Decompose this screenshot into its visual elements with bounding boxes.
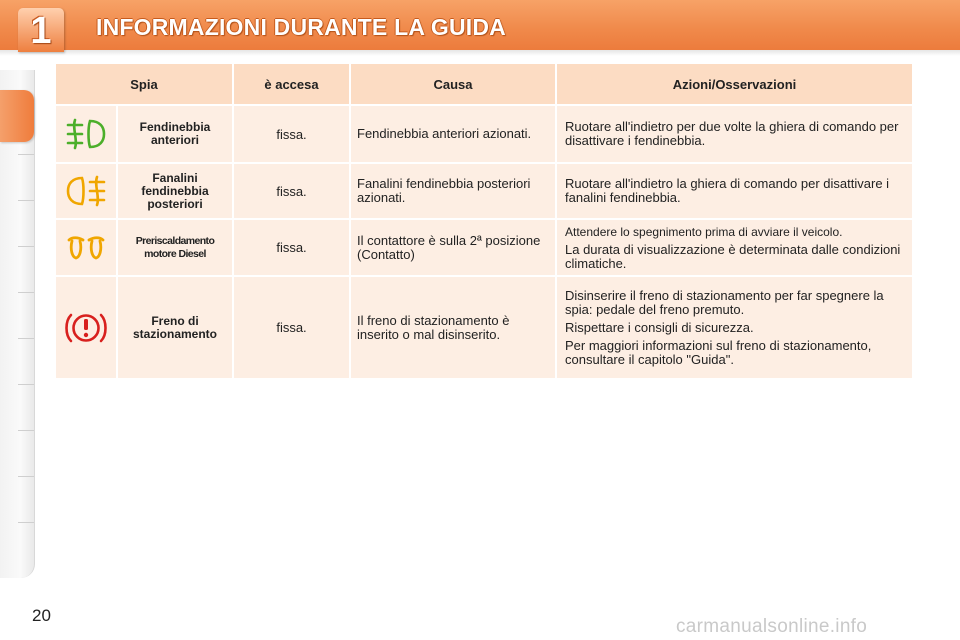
table-row-icon-cell	[56, 277, 116, 378]
table-cell-accesa: fissa.	[234, 164, 349, 218]
page-title: INFORMAZIONI DURANTE LA GUIDA	[96, 14, 506, 40]
table-cell-accesa: fissa.	[234, 277, 349, 378]
table-cell-azioni	[557, 164, 912, 218]
chapter-number: 1	[30, 10, 52, 52]
rear-fog-light-icon	[64, 174, 108, 208]
page-number: 20	[32, 606, 51, 625]
binder-divider	[18, 338, 34, 339]
warning-lights-table	[56, 64, 904, 372]
table-row-icon-cell	[56, 164, 116, 218]
table-cell-name: Preriscaldamento motore Diesel	[118, 220, 232, 275]
table-cell-azioni	[557, 220, 912, 275]
parking-brake-icon	[63, 309, 109, 347]
table-cell-causa: Fendinebbia anteriori azionati.	[351, 106, 555, 162]
binder-divider	[18, 292, 34, 293]
header-accesa: è accesa	[234, 64, 349, 104]
table-cell-name: Fanalini fendinebbia posteriori	[118, 164, 232, 218]
azioni-line: Rispettare i consigli di sicurezza.	[565, 319, 754, 335]
azioni-line: Ruotare all'indietro la ghiera di comando per disattivare i fanalini fendinebbia.	[565, 176, 890, 205]
table-cell-azioni	[557, 277, 912, 378]
chapter-tab	[18, 8, 64, 52]
header-spia: Spia	[56, 64, 232, 104]
table-cell-name: Freno di stazionamento	[118, 277, 232, 378]
table-cell-accesa: fissa.	[234, 220, 349, 275]
table-row-icon-cell	[56, 106, 116, 162]
binder-divider	[18, 200, 34, 201]
front-fog-light-icon	[64, 117, 108, 151]
azioni-line: Per maggiori informazioni sul freno di stazionamento, consultare il capitolo "Guida".	[565, 337, 872, 367]
table-row-icon-cell	[56, 220, 116, 275]
chapter-binder-strip	[0, 70, 35, 578]
azioni-line: La durata di visualizzazione è determinata dalle condizioni climatiche.	[565, 241, 901, 271]
header-azioni: Azioni/Osservazioni	[557, 64, 912, 104]
azioni-line: Disinserire il freno di stazionamento per far spegnere la spia: pedale del freno premuto.	[565, 287, 884, 317]
table-cell-causa: Fanalini fendinebbia posteriori azionati.	[351, 164, 555, 218]
binder-divider	[18, 154, 34, 155]
azioni-line: Attendere lo spegnimento prima di avviare il veicolo.	[565, 224, 843, 239]
table-cell-causa: Il freno di stazionamento è inserito o mal disinserito.	[351, 277, 555, 378]
watermark-text: carmanualsonline.info	[676, 616, 868, 637]
glow-plug-icon	[64, 233, 108, 263]
azioni-line: Ruotare all'indietro per due volte la ghiera di comando per disattivare i fendinebbia.	[565, 119, 899, 148]
table-cell-accesa: fissa.	[234, 106, 349, 162]
binder-divider	[18, 430, 34, 431]
table-cell-azioni	[557, 106, 912, 162]
table-cell-causa: Il contattore è sulla 2ª posizione (Contatto)	[351, 220, 555, 275]
binder-divider	[18, 476, 34, 477]
binder-divider	[18, 384, 34, 385]
header-shadow	[0, 50, 960, 56]
header-causa: Causa	[351, 64, 555, 104]
table-cell-name: Fendinebbia anteriori	[118, 106, 232, 162]
binder-divider	[18, 246, 34, 247]
binder-divider	[18, 522, 34, 523]
active-chapter-tab	[0, 90, 34, 142]
